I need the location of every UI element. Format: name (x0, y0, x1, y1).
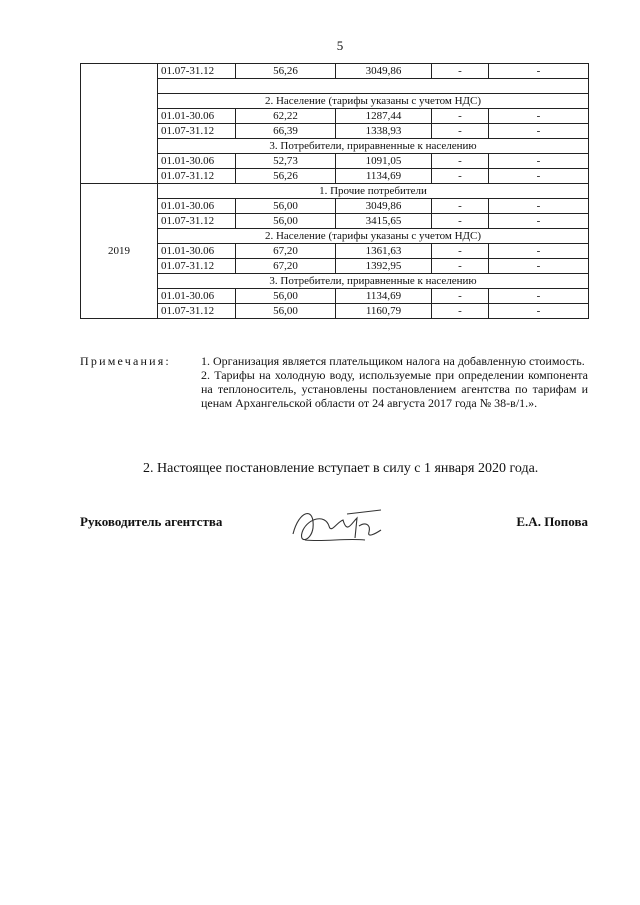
value-cell: 3049,86 (336, 199, 432, 214)
period-cell: 01.01-30.06 (158, 289, 236, 304)
period-cell: 01.01-30.06 (158, 154, 236, 169)
value-cell: - (489, 169, 589, 184)
value-cell: - (432, 64, 489, 79)
period-cell: 01.07-31.12 (158, 304, 236, 319)
table-row (81, 199, 589, 214)
value-cell: 1091,05 (336, 154, 432, 169)
value-cell: 56,26 (236, 169, 336, 184)
period-cell: 01.01-30.06 (158, 244, 236, 259)
value-cell: 1338,93 (336, 124, 432, 139)
value-cell: 62,22 (236, 109, 336, 124)
value-cell: 1160,79 (336, 304, 432, 319)
note-item-1: 1. Организация является плательщиком налога на добавленную стоимость. (201, 354, 585, 368)
value-cell: - (432, 214, 489, 229)
table-row (81, 109, 589, 124)
period-cell: 01.01-30.06 (158, 199, 236, 214)
period-cell: 01.07-31.12 (158, 169, 236, 184)
section-title: 3. Потребители, приравненные к населению (158, 139, 589, 154)
value-cell: 3415,65 (336, 214, 432, 229)
value-cell: 67,20 (236, 259, 336, 274)
table-row (81, 244, 589, 259)
value-cell: - (432, 154, 489, 169)
value-cell: 56,00 (236, 214, 336, 229)
section-title: 1. Прочие потребители (158, 184, 589, 199)
value-cell: 1134,69 (336, 169, 432, 184)
handwritten-signature (285, 504, 395, 550)
value-cell: 1392,95 (336, 259, 432, 274)
value-cell: - (489, 154, 589, 169)
table-row (81, 154, 589, 169)
value-cell: - (432, 109, 489, 124)
signature-block (80, 512, 588, 552)
section-title: 2. Население (тарифы указаны с учетом НДС) (158, 229, 589, 244)
value-cell: - (489, 304, 589, 319)
value-cell: 1134,69 (336, 289, 432, 304)
effective-date-paragraph: 2. Настоящее постановление вступает в силу с 1 января 2020 года. (143, 461, 539, 476)
signatory-name: Е.А. Попова (516, 514, 588, 529)
section-row (81, 184, 589, 199)
value-cell: - (432, 244, 489, 259)
period-cell: 01.07-31.12 (158, 124, 236, 139)
value-cell: 66,39 (236, 124, 336, 139)
table-row (81, 79, 589, 94)
value-cell: 3049,86 (336, 64, 432, 79)
value-cell: - (489, 244, 589, 259)
section-title: 2. Население (тарифы указаны с учетом НДС) (158, 94, 589, 109)
value-cell: - (432, 259, 489, 274)
page-number: 5 (336, 38, 344, 53)
table-row (81, 169, 589, 184)
value-cell: 1287,44 (336, 109, 432, 124)
signatory-title: Руководитель агентства (80, 514, 223, 529)
value-cell: - (489, 259, 589, 274)
table-row (81, 64, 589, 79)
table-row (81, 304, 589, 319)
value-cell: - (489, 109, 589, 124)
period-cell: 01.01-30.06 (158, 109, 236, 124)
period-cell: 01.07-31.12 (158, 64, 236, 79)
section-row (81, 274, 589, 289)
value-cell: - (489, 64, 589, 79)
note-item-2: 2. Тарифы на холодную воду, используемые при определении компонента на теплоноситель, установлены постановлением агентства по тарифам и ценам Архангельской области от 24 августа 2017 года № 38-в/1.». (201, 368, 588, 410)
tariff-table (80, 63, 589, 319)
value-cell: - (432, 199, 489, 214)
value-cell: 56,00 (236, 199, 336, 214)
table-row (81, 124, 589, 139)
notes-label: Примечания: (80, 354, 171, 368)
value-cell: 1361,63 (336, 244, 432, 259)
period-cell: 01.07-31.12 (158, 259, 236, 274)
year-cell: 2019 (81, 184, 158, 319)
value-cell: - (489, 199, 589, 214)
table-row (81, 259, 589, 274)
value-cell: - (489, 289, 589, 304)
period-cell: 01.07-31.12 (158, 214, 236, 229)
table-row (81, 214, 589, 229)
value-cell: - (432, 169, 489, 184)
value-cell: 67,20 (236, 244, 336, 259)
value-cell: 56,00 (236, 304, 336, 319)
table-row (81, 289, 589, 304)
section-row (81, 229, 589, 244)
value-cell: - (432, 124, 489, 139)
value-cell: - (489, 214, 589, 229)
year-cell (81, 64, 158, 184)
value-cell: - (432, 289, 489, 304)
section-row (81, 94, 589, 109)
empty-cell (158, 79, 589, 94)
section-title: 3. Потребители, приравненные к населению (158, 274, 589, 289)
value-cell: 56,26 (236, 64, 336, 79)
value-cell: - (432, 304, 489, 319)
section-row (81, 139, 589, 154)
value-cell: 56,00 (236, 289, 336, 304)
value-cell: 52,73 (236, 154, 336, 169)
value-cell: - (489, 124, 589, 139)
